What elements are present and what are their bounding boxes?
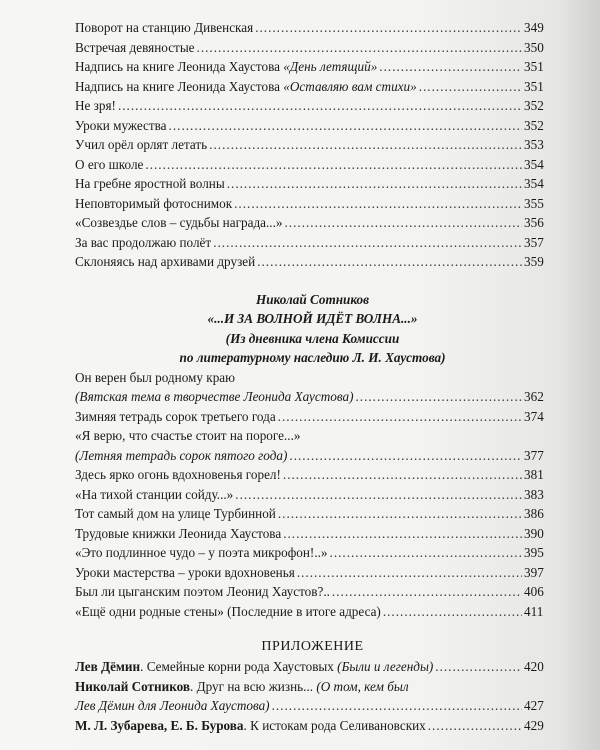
toc-entry-title: Здесь ярко огонь вдохновенья горел! — [75, 467, 281, 482]
toc-entry-page: 352 — [524, 117, 544, 133]
section-gap — [75, 272, 550, 290]
dot-leader — [379, 57, 522, 77]
toc-entry-page: 352 — [524, 98, 544, 113]
dot-leader — [272, 696, 522, 716]
toc-entry-title: «Это подлинное чудо – у поэта микрофон!..» — [75, 545, 328, 560]
toc-entry-page: 411 — [524, 603, 544, 619]
entry-subtitle: (Были и легенды) — [337, 659, 434, 674]
entry-subtitle: (О том, кем был — [316, 678, 409, 694]
toc-entry — [75, 194, 550, 214]
toc-entry-page: 429 — [524, 717, 544, 733]
toc-entry — [75, 155, 550, 175]
toc-entry — [75, 116, 550, 136]
toc-entry-title: Встречая девяностые — [75, 39, 195, 55]
toc-entry-title: Поворот на станцию Дивенская — [75, 20, 254, 35]
section-subtitle-line-2: по литературному наследию Л. И. Хаустова) — [179, 350, 446, 365]
toc-entry — [75, 543, 550, 563]
toc-entry-page: 357 — [524, 234, 544, 250]
toc-entry-page: 354 — [524, 176, 544, 191]
toc-entry — [75, 524, 550, 544]
toc-entry — [75, 504, 550, 524]
dot-leader — [213, 233, 522, 253]
dot-leader — [234, 194, 522, 214]
toc-entry — [75, 174, 550, 194]
toc-entry-title: «Я верю, что счастье стоит на пороге...» — [75, 428, 301, 443]
toc-entry-page: 374 — [524, 408, 544, 424]
toc-entry-title: М. Л. Зубарева, Е. Б. Бурова. К истокам рода Селивановских — [75, 717, 426, 733]
toc-entry-page: 349 — [524, 20, 544, 35]
toc-entry — [75, 135, 550, 155]
toc-entry-title: «Созвездье слов – судьбы награда...» — [75, 215, 283, 230]
toc-entry-page: 355 — [524, 195, 544, 211]
dot-leader — [285, 213, 523, 233]
toc-entry-page: 386 — [524, 506, 544, 521]
dot-leader — [197, 38, 522, 58]
toc-entry — [75, 407, 550, 427]
toc-entry — [75, 716, 550, 736]
toc-entry — [75, 18, 550, 38]
toc-entry — [75, 696, 550, 716]
book-title: «День летящий» — [283, 59, 378, 74]
toc-entry — [75, 485, 550, 505]
toc-entry-title: Не зря! — [75, 98, 116, 113]
dot-leader — [278, 407, 522, 427]
toc-entry-page: 406 — [524, 584, 544, 599]
toc-entry — [75, 252, 550, 272]
toc-entry-page: 359 — [524, 254, 544, 269]
dot-leader — [145, 155, 522, 175]
toc-entry-page: 356 — [524, 215, 544, 230]
dot-leader — [283, 465, 522, 485]
toc-entry-title: Был ли цыганским поэтом Леонид Хаустов?.. — [75, 584, 330, 599]
toc-entry — [75, 563, 550, 583]
dot-leader — [283, 524, 522, 544]
toc-entry-subtitle: Лев Дёмин для Леонида Хаустова) — [75, 698, 270, 713]
toc-entry-title: Тот самый дом на улице Турбинной — [75, 506, 276, 521]
dot-leader — [209, 135, 522, 155]
dot-leader — [257, 252, 522, 272]
dot-leader — [297, 563, 522, 583]
dot-leader — [255, 18, 522, 38]
toc-entry — [75, 465, 550, 485]
entry-author: Лев Дёмин — [75, 659, 141, 674]
dot-leader — [169, 116, 522, 136]
dot-leader — [118, 96, 522, 116]
toc-entry-page: 354 — [524, 156, 544, 172]
entry-author: М. Л. Зубарева, Е. Б. Бурова — [75, 717, 244, 733]
toc-entry-title: Уроки мастерства – уроки вдохновенья — [75, 564, 295, 580]
toc-entry-title: Он верен был родному краю — [75, 369, 235, 385]
toc-entry — [75, 387, 550, 407]
toc-entry-title: Уроки мужества — [75, 117, 167, 133]
dot-leader — [383, 602, 522, 622]
toc-entry — [75, 446, 550, 466]
toc-entry-page: 377 — [524, 447, 544, 463]
toc-entry — [75, 57, 550, 77]
toc-entry-page: 350 — [524, 39, 544, 55]
toc-entry-title: Зимняя тетрадь сорок третьего года — [75, 408, 276, 424]
toc-entry-title: Надпись на книге Леонида Хаустова «День летящий» — [75, 59, 378, 74]
toc-entry-page: 351 — [524, 78, 544, 94]
toc-entry-page: 390 — [524, 525, 544, 541]
toc-entry-title: За вас продолжаю полёт — [75, 234, 212, 250]
toc-entry-title: Учил орёл орлят летать — [75, 137, 208, 152]
toc-entry-title: Неповторимый фотоснимок — [75, 195, 233, 211]
toc-entry — [75, 602, 550, 622]
entry-author: Николай Сотников — [75, 678, 191, 694]
toc-entry-page: 427 — [524, 698, 544, 713]
toc-entry-title: Николай Сотников. Друг на всю жизнь... (О том, кем был — [75, 678, 409, 694]
dot-leader — [355, 387, 522, 407]
toc-entry — [75, 582, 550, 602]
dot-leader — [332, 582, 522, 602]
toc-entry-page: 420 — [524, 659, 544, 674]
toc-entry-title: Склоняясь над архивами друзей — [75, 254, 256, 269]
dot-leader — [289, 446, 522, 466]
toc-entry — [75, 213, 550, 233]
toc-entry-page: 381 — [524, 467, 544, 482]
toc-entry — [75, 233, 550, 253]
dot-leader — [278, 504, 522, 524]
toc-entry-title: «Ещё одни родные стены» (Последние в итоге адреса) — [75, 603, 381, 619]
table-of-contents — [75, 18, 550, 735]
toc-entry-subtitle: (Летняя тетрадь сорок пятого года) — [75, 447, 288, 463]
toc-entry — [75, 96, 550, 116]
toc-entry-page: 351 — [524, 59, 544, 74]
dot-leader — [227, 174, 522, 194]
dot-leader — [330, 543, 522, 563]
dot-leader — [428, 716, 522, 736]
section-subtitle-line-1: (Из дневника члена Комиссии — [225, 330, 400, 346]
appendix-title: ПРИЛОЖЕНИЕ — [261, 639, 364, 654]
toc-entry-title: «На тихой станции сойду...» — [75, 486, 234, 502]
toc-entry-title: На гребне яростной волны — [75, 176, 225, 191]
toc-entry-page: 395 — [524, 545, 544, 560]
toc-entry-title: Трудовые книжки Леонида Хаустова — [75, 525, 282, 541]
toc-entry-page: 353 — [524, 137, 544, 152]
section-author: Николай Сотников — [255, 291, 370, 307]
section-gap — [75, 621, 550, 637]
toc-entry — [75, 38, 550, 58]
dot-leader — [435, 657, 522, 677]
toc-entry-title: О его школе — [75, 156, 144, 172]
toc-entry-title: Лев Дёмин. Семейные корни рода Хаустовых (Были и легенды) — [75, 659, 434, 674]
toc-entry-page: 383 — [524, 486, 544, 502]
toc-entry — [75, 77, 550, 97]
book-title: «Оставляю вам стихи» — [283, 78, 417, 94]
toc-entry-subtitle: (Вятская тема в творчестве Леонида Хаустова) — [75, 389, 354, 404]
toc-entry-page: 397 — [524, 564, 544, 580]
dot-leader — [419, 77, 522, 97]
toc-entry-page: 362 — [524, 389, 544, 404]
toc-entry — [75, 657, 550, 677]
dot-leader — [235, 485, 522, 505]
toc-entry-title: Надпись на книге Леонида Хаустова «Оставляю вам стихи» — [75, 78, 417, 94]
section-heading: «...И ЗА ВОЛНОЙ ИДЁТ ВОЛНА...» — [207, 311, 418, 326]
